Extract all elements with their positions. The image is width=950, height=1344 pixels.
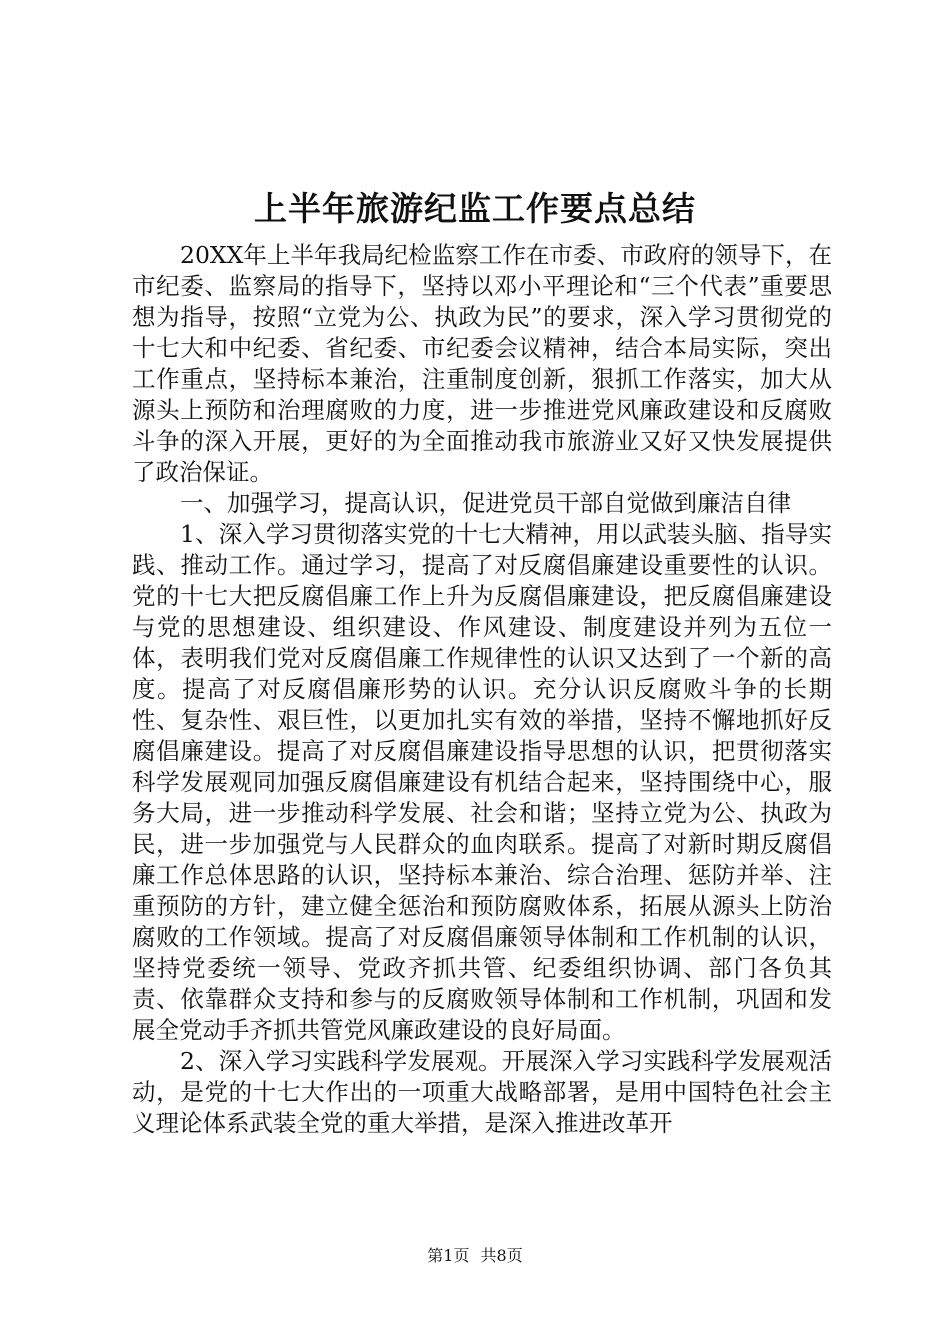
page-total: 共8页 xyxy=(480,1246,523,1265)
page-number: 第1页 xyxy=(427,1246,470,1265)
paragraph-intro: 20XX年上半年我局纪检监察工作在市委、市政府的领导下，在市纪委、监察局的指导下，坚持以邓小平理论和“三个代表”重要思想为指导，按照“立党为公、执政为民”的要求，深入学习贯彻党的十七大和中纪委、省纪委、市纪委会议精神，结合本局实际，突出工作重点，坚持标本兼治，注重制度创新，狠抓工作落实，加大从源头上预防和治理腐败的力度，进一步推进党风廉政建设和反腐败斗争的深入开展，更好的为全面推动我市旅游业又好又快发展提供了政治保证。 xyxy=(132,241,832,486)
paragraph-item-1: 1、深入学习贯彻落实党的十七大精神，用以武装头脑、指导实践、推动工作。通过学习，提高了对反腐倡廉建设重要性的认识。党的十七大把反腐倡廉工作上升为反腐倡廉建设，把反腐倡廉建设与党的思想建设、组织建设、作风建设、制度建设并列为五位一体，表明我们党对反腐倡廉工作规律性的认识又达到了一个新的高度。提高了对反腐倡廉形势的认识。充分认识反腐败斗争的长期性、复杂性、艰巨性，以更加扎实有效的举措，坚持不懈地抓好反腐倡廉建设。提高了对反腐倡廉建设指导思想的认识，把贯彻落实科学发展观同加强反腐倡廉建设有机结合起来，坚持围绕中心，服务大局，进一步推动科学发展、社会和谐；坚持立党为公、执政为民，进一步加强党与人民群众的血肉联系。提高了对新时期反腐倡廉工作总体思路的认识，坚持标本兼治、综合治理、惩防并举、注重预防的方针，建立健全惩治和预防腐败体系，拓展从源头上防治腐败的工作领域。提高了对反腐倡廉领导体制和工作机制的认识，坚持党委统一领导、党政齐抓共管、纪委组织协调、部门各负其责、依靠群众支持和参与的反腐败领导体制和工作机制，巩固和发展全党动手齐抓共管党风廉政建设的良好局面。 xyxy=(132,520,832,1044)
paragraph-item-2: 2、深入学习实践科学发展观。开展深入学习实践科学发展观活动，是党的十七大作出的一项重大战略部署，是用中国特色社会主义理论体系武装全党的重大举措，是深入推进改革开 xyxy=(132,1047,832,1137)
section-heading-1: 一、加强学习，提高认识，促进党员干部自觉做到廉洁自律 xyxy=(180,489,791,517)
page-footer xyxy=(0,1246,950,1266)
document-title: 上半年旅游纪监工作要点总结 xyxy=(254,189,696,228)
document-body xyxy=(132,240,832,1139)
